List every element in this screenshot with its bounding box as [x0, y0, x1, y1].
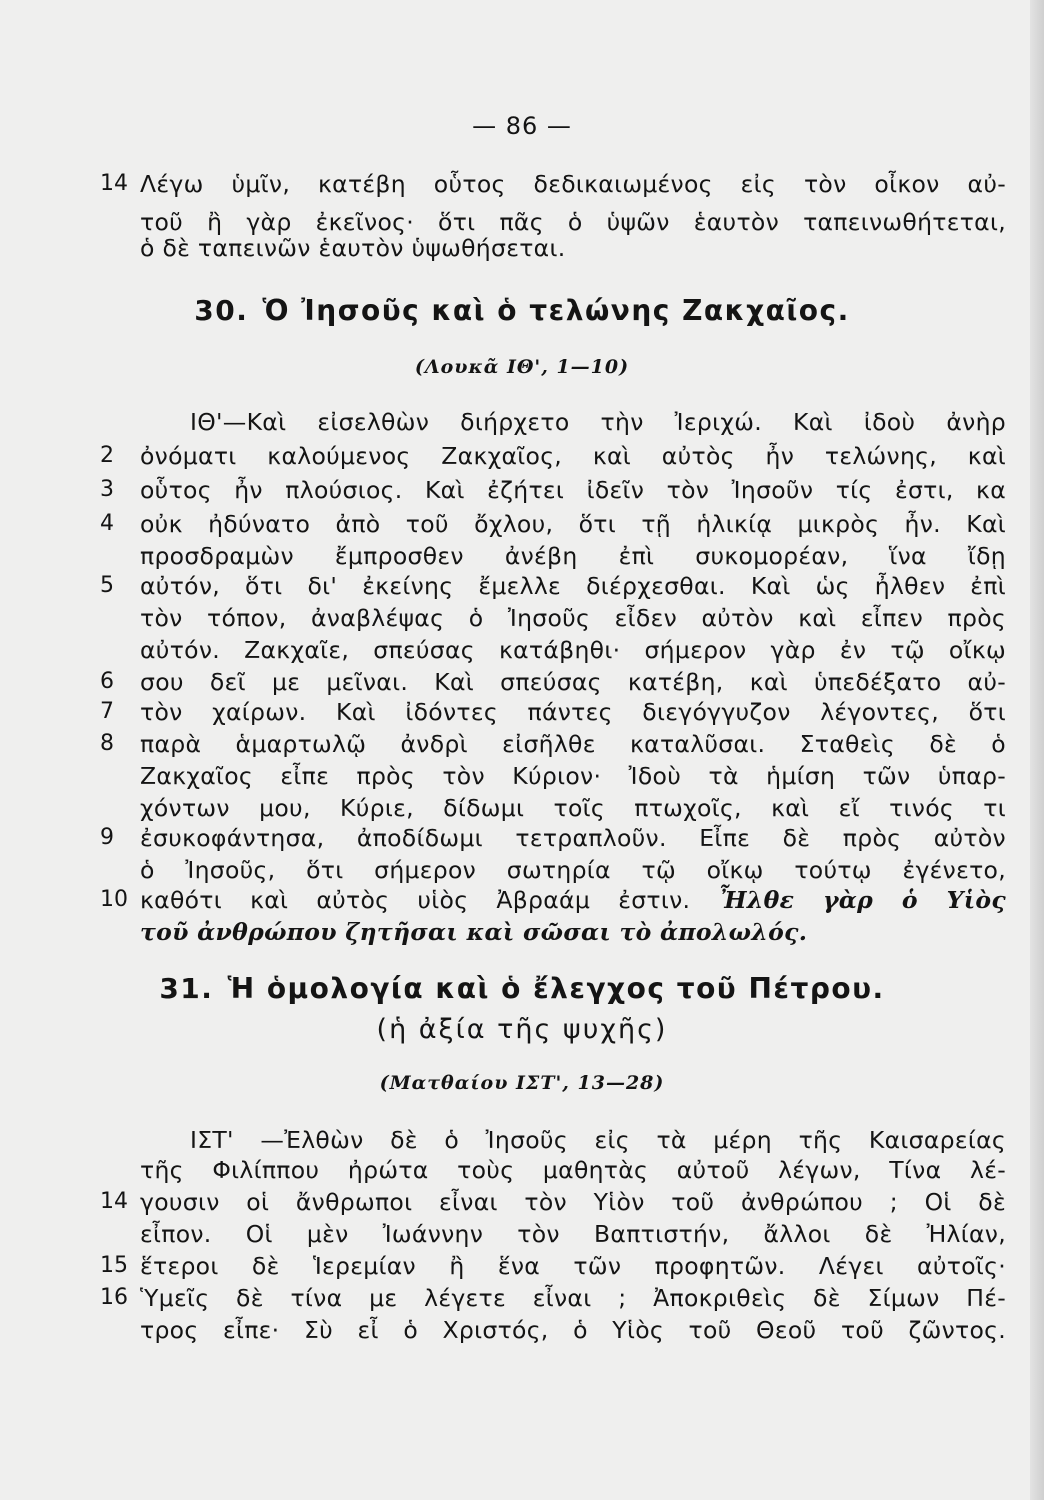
- line-text: ὁ δὲ ταπεινῶν ἑαυτὸν ὑψωθήσεται.: [140, 234, 566, 262]
- line-text: γουσιν οἱ ἄνθρωποι εἶναι τὸν Υἱὸν τοῦ ἀνθρώπου ; Οἱ δὲ: [140, 1188, 1006, 1216]
- text-line: [0, 1152, 1044, 1188]
- text-line: [0, 1216, 1044, 1252]
- text-line: [0, 726, 1044, 762]
- line-text: ΙΣΤ' —Ἐλθὼν δὲ ὁ Ἰησοῦς εἰς τὰ μέρη τῆς Καισαρείας: [190, 1126, 1006, 1154]
- text-line: [0, 914, 1044, 950]
- text-line: [0, 506, 1044, 542]
- verse-number: 2: [100, 443, 114, 468]
- text-line: [0, 230, 1044, 266]
- line-text: τρος εἶπε· Σὺ εἶ ὁ Χριστός, ὁ Υἱὸς τοῦ Θεοῦ τοῦ ζῶντος.: [140, 1316, 1006, 1344]
- text-line: [0, 1312, 1044, 1348]
- emphasized-text: τοῦ ἀνθρώπου ζητῆσαι καὶ σῶσαι τὸ ἀπολωλός.: [140, 918, 808, 946]
- section-31-subtitle: (ἡ ἀξία τῆς ψυχῆς): [376, 1014, 668, 1045]
- text-line: [0, 166, 1044, 202]
- verse-number: 8: [100, 731, 114, 756]
- section-30-heading: [0, 294, 1044, 327]
- line-text: ἕτεροι δὲ Ἱερεμίαν ἢ ἕνα τῶν προφητῶν. Λέγει αὐτοῖς·: [140, 1252, 1006, 1280]
- section-30-reference: (Λουκᾶ ΙΘ', 1—10): [414, 356, 630, 378]
- verse-number: 6: [100, 669, 114, 694]
- text-line: [0, 882, 1044, 918]
- verse-number: 7: [100, 699, 114, 724]
- section-title: Ἡ ὁμολογία καὶ ὁ ἔλεγχος τοῦ Πέτρου.: [227, 972, 885, 1005]
- line-text: χόντων μου, Κύριε, δίδωμι τοῖς πτωχοῖς, καὶ εἴ τινός τι: [140, 794, 1006, 822]
- line-text: προσδραμὼν ἔμπροσθεν ἀνέβη ἐπὶ συκομορέαν, ἵνα ἴδῃ: [140, 542, 1006, 570]
- line-text: [140, 882, 1006, 918]
- line-text: Ζακχαῖος εἶπε πρὸς τὸν Κύριον· Ἰδοὺ τὰ ἡμίση τῶν ὑπαρ-: [140, 762, 1006, 790]
- text-line: [0, 820, 1044, 856]
- page-number: — 86 —: [472, 112, 572, 140]
- text-line: [0, 568, 1044, 604]
- section-number: 31.: [159, 972, 214, 1005]
- text-line: [0, 472, 1044, 508]
- text-line: [0, 404, 1044, 440]
- text-line: [0, 600, 1044, 636]
- line-text: τοῦ ἢ γὰρ ἐκεῖνος· ὅτι πᾶς ὁ ὑψῶν ἑαυτὸν ταπεινωθήτεται,: [140, 208, 1006, 236]
- line-text: τὸν χαίρων. Καὶ ἰδόντες πάντες διεγόγγυζον λέγοντες, ὅτι: [140, 698, 1006, 726]
- line-text: ΙΘ'—Καὶ εἰσελθὼν διήρχετο τὴν Ἰεριχώ. Καὶ ἰδοὺ ἀνὴρ: [190, 408, 1006, 436]
- line-text: ὀνόματι καλούμενος Ζακχαῖος, καὶ αὐτὸς ἦν τελώνης, καὶ: [140, 442, 1006, 470]
- verse-number: 10: [100, 887, 128, 912]
- plain-text: καθότι καὶ αὐτὸς υἱὸς Ἀβραάμ ἐστιν.: [140, 886, 691, 914]
- text-line: [0, 758, 1044, 794]
- emphasized-text: Ἦλθε γὰρ ὁ Υἱὸς: [718, 886, 1006, 914]
- line-text: τὸν τόπον, ἀναβλέψας ὁ Ἰησοῦς εἶδεν αὐτὸν καὶ εἶπεν πρὸς: [140, 604, 1006, 632]
- verse-number: 14: [100, 171, 128, 196]
- line-text: αὐτόν, ὅτι δι' ἐκείνης ἔμελλε διέρχεσθαι. Καὶ ὡς ἦλθεν ἐπὶ: [140, 572, 1006, 600]
- section-title: Ὁ Ἰησοῦς καὶ ὁ τελώνης Ζακχαῖος.: [262, 294, 850, 327]
- text-line: [0, 1280, 1044, 1316]
- text-line: [0, 632, 1044, 668]
- line-text: τῆς Φιλίππου ἠρώτα τοὺς μαθητὰς αὐτοῦ λέγων, Τίνα λέ-: [140, 1156, 1006, 1184]
- line-text: σου δεῖ με μεῖναι. Καὶ σπεύσας κατέβη, καὶ ὑπεδέξατο αὐ-: [140, 668, 1006, 696]
- section-31-reference: (Ματθαίου ΙΣΤ', 13—28): [379, 1072, 665, 1094]
- verse-number: 9: [100, 825, 114, 850]
- line-text: οὐκ ἠδύνατο ἀπὸ τοῦ ὄχλου, ὅτι τῇ ἡλικίᾳ μικρὸς ἦν. Καὶ: [140, 510, 1006, 538]
- text-line: [0, 694, 1044, 730]
- verse-number: 5: [100, 573, 114, 598]
- text-line: [0, 1248, 1044, 1284]
- line-text: Λέγω ὑμῖν, κατέβη οὗτος δεδικαιωμένος εἰς τὸν οἶκον αὐ-: [140, 170, 1006, 198]
- line-text: οὗτος ἦν πλούσιος. Καὶ ἐζήτει ἰδεῖν τὸν Ἰησοῦν τίς ἐστι, κα: [140, 476, 1006, 504]
- line-text: εἶπον. Οἱ μὲν Ἰωάννην τὸν Βαπτιστήν, ἄλλοι δὲ Ἠλίαν,: [140, 1220, 1006, 1248]
- line-text: Ὑμεῖς δὲ τίνα με λέγετε εἶναι ; Ἀποκριθεὶς δὲ Σίμων Πέ-: [140, 1284, 1006, 1312]
- verse-number: 14: [100, 1189, 128, 1214]
- verse-number: 4: [100, 511, 114, 536]
- section-31-heading: [0, 972, 1044, 1005]
- line-text: αὐτόν. Ζακχαῖε, σπεύσας κατάβηθι· σήμερον γὰρ ἐν τῷ οἴκῳ: [140, 636, 1006, 664]
- section-number: 30.: [194, 294, 249, 327]
- line-text: παρὰ ἁμαρτωλῷ ἀνδρὶ εἰσῆλθε καταλῦσαι. Σταθεὶς δὲ ὁ: [140, 730, 1006, 758]
- text-line: [0, 1184, 1044, 1220]
- line-text: ἐσυκοφάντησα, ἀποδίδωμι τετραπλοῦν. Εἶπε δὲ πρὸς αὐτὸν: [140, 824, 1006, 852]
- verse-number: 16: [100, 1285, 128, 1310]
- text-line: [0, 438, 1044, 474]
- line-text: ὁ Ἰησοῦς, ὅτι σήμερον σωτηρία τῷ οἴκῳ τούτῳ ἐγένετο,: [140, 856, 1006, 884]
- verse-number: 15: [100, 1253, 128, 1278]
- verse-number: 3: [100, 477, 114, 502]
